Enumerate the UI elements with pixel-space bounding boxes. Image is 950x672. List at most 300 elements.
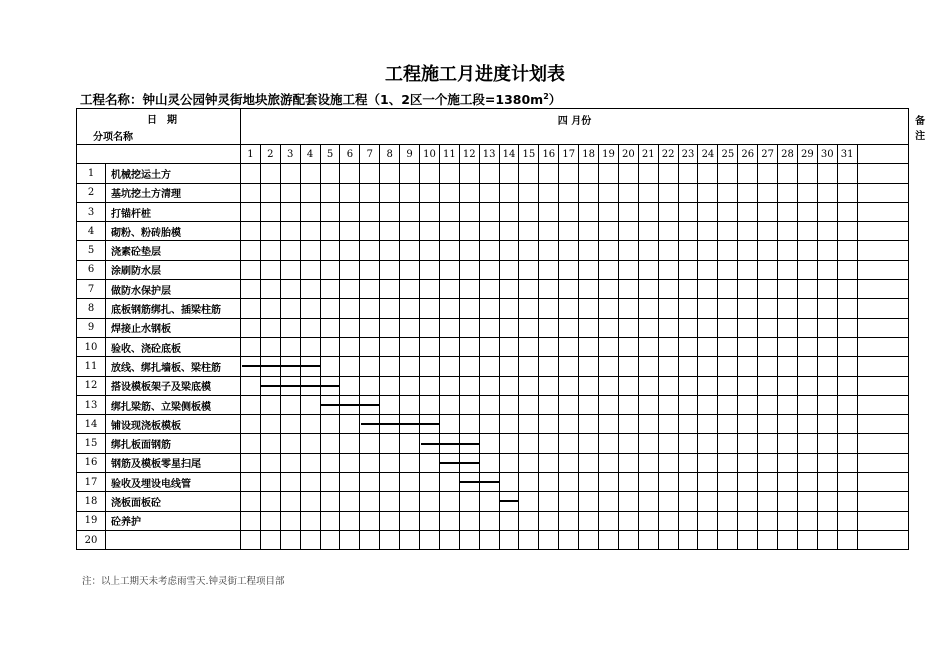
day-cell <box>738 337 758 356</box>
day-cell <box>380 357 400 376</box>
day-cell <box>698 511 718 530</box>
day-cell <box>559 492 579 511</box>
day-cell <box>360 337 380 356</box>
day-cell <box>479 415 499 434</box>
day-cell <box>718 453 738 472</box>
day-cell <box>817 395 837 414</box>
day-cell <box>738 280 758 299</box>
day-cell <box>758 492 778 511</box>
day-header: 2 <box>260 145 280 164</box>
day-cell <box>300 492 320 511</box>
day-cell <box>837 202 857 221</box>
day-cell <box>797 357 817 376</box>
day-cell <box>340 183 360 202</box>
day-cell <box>420 530 440 549</box>
day-cell <box>439 299 459 318</box>
task-name: 砌粉、粉砖胎模 <box>106 222 241 241</box>
day-cell <box>638 415 658 434</box>
day-cell <box>499 280 519 299</box>
day-cell <box>340 222 360 241</box>
day-cell <box>320 492 340 511</box>
day-cell <box>658 434 678 453</box>
day-cell <box>439 202 459 221</box>
row-number: 20 <box>77 530 106 549</box>
task-name: 基坑挖土方清理 <box>106 183 241 202</box>
day-cell <box>260 530 280 549</box>
day-cell <box>519 183 539 202</box>
day-cell <box>658 202 678 221</box>
day-cell <box>658 395 678 414</box>
day-cell <box>758 280 778 299</box>
day-cell <box>479 357 499 376</box>
day-cell <box>559 280 579 299</box>
day-cell <box>459 280 479 299</box>
day-cell <box>698 164 718 183</box>
day-cell <box>817 357 837 376</box>
day-cell <box>420 473 440 492</box>
day-cell <box>420 164 440 183</box>
day-cell <box>758 183 778 202</box>
day-cell <box>718 260 738 279</box>
day-cell <box>300 260 320 279</box>
remark-cell <box>857 145 908 164</box>
day-cell <box>300 511 320 530</box>
day-cell <box>499 337 519 356</box>
day-cell <box>778 453 798 472</box>
day-cell <box>599 434 619 453</box>
day-cell <box>638 434 658 453</box>
day-cell <box>260 164 280 183</box>
day-cell <box>837 473 857 492</box>
day-cell <box>439 222 459 241</box>
day-cell <box>360 318 380 337</box>
day-cell <box>439 260 459 279</box>
day-cell <box>599 395 619 414</box>
row-number: 1 <box>77 164 106 183</box>
day-cell <box>678 241 698 260</box>
day-cell <box>300 202 320 221</box>
day-cell <box>678 280 698 299</box>
table-row <box>77 511 909 530</box>
day-cell <box>499 511 519 530</box>
day-cell <box>300 222 320 241</box>
day-cell <box>400 395 420 414</box>
day-cell <box>738 415 758 434</box>
day-cell <box>837 318 857 337</box>
day-cell <box>400 164 420 183</box>
day-cell <box>738 492 758 511</box>
day-cell <box>519 453 539 472</box>
day-cell <box>340 280 360 299</box>
day-cell <box>300 453 320 472</box>
day-cell <box>837 415 857 434</box>
day-cell <box>241 299 261 318</box>
day-cell <box>320 415 340 434</box>
day-cell <box>519 434 539 453</box>
day-cell <box>758 415 778 434</box>
day-cell <box>380 492 400 511</box>
day-cell <box>579 337 599 356</box>
day-cell <box>618 395 638 414</box>
day-cell <box>778 357 798 376</box>
day-cell <box>618 260 638 279</box>
day-cell <box>718 434 738 453</box>
day-cell <box>519 357 539 376</box>
day-cell <box>559 395 579 414</box>
day-cell <box>718 241 738 260</box>
day-cell <box>300 164 320 183</box>
day-cell <box>837 260 857 279</box>
table-row <box>77 299 909 318</box>
day-cell <box>778 164 798 183</box>
day-cell <box>400 299 420 318</box>
row-number: 7 <box>77 280 106 299</box>
day-cell <box>718 376 738 395</box>
day-cell <box>559 357 579 376</box>
day-cell <box>658 241 678 260</box>
day-cell <box>420 260 440 279</box>
day-cell <box>241 202 261 221</box>
day-cell <box>479 511 499 530</box>
day-cell <box>300 434 320 453</box>
day-cell <box>678 511 698 530</box>
day-cell <box>459 202 479 221</box>
day-cell <box>698 492 718 511</box>
remark-cell <box>857 222 908 241</box>
day-cell <box>539 395 559 414</box>
day-cell <box>400 183 420 202</box>
remark-cell <box>857 473 908 492</box>
day-cell <box>340 492 360 511</box>
day-cell <box>499 318 519 337</box>
day-cell <box>280 202 300 221</box>
day-cell <box>241 530 261 549</box>
day-cell <box>738 453 758 472</box>
day-header: 16 <box>539 145 559 164</box>
day-cell <box>300 415 320 434</box>
day-cell <box>539 434 559 453</box>
day-cell <box>797 183 817 202</box>
day-cell <box>320 164 340 183</box>
day-cell <box>698 473 718 492</box>
day-cell <box>758 337 778 356</box>
day-cell <box>519 395 539 414</box>
remark-cell <box>857 511 908 530</box>
day-cell <box>539 299 559 318</box>
gantt-bar <box>500 500 519 502</box>
day-cell <box>380 299 400 318</box>
day-cell <box>559 318 579 337</box>
day-cell <box>300 241 320 260</box>
day-cell <box>599 357 619 376</box>
day-cell <box>499 260 519 279</box>
gantt-bar <box>460 481 499 483</box>
day-cell <box>360 492 380 511</box>
day-cell <box>439 492 459 511</box>
day-cell <box>837 453 857 472</box>
day-cell <box>380 434 400 453</box>
day-cell <box>599 337 619 356</box>
day-cell <box>837 376 857 395</box>
day-cell <box>459 511 479 530</box>
day-cell <box>340 415 360 434</box>
day-cell <box>380 395 400 414</box>
day-cell <box>778 222 798 241</box>
day-cell <box>479 337 499 356</box>
day-cell <box>241 318 261 337</box>
day-cell <box>479 318 499 337</box>
day-cell <box>459 415 479 434</box>
day-cell <box>241 434 261 453</box>
day-cell <box>797 395 817 414</box>
day-cell <box>539 473 559 492</box>
day-cell <box>499 357 519 376</box>
day-cell <box>837 299 857 318</box>
day-cell <box>539 453 559 472</box>
day-cell <box>618 434 638 453</box>
day-cell <box>718 415 738 434</box>
day-cell <box>459 376 479 395</box>
day-cell <box>778 395 798 414</box>
day-cell <box>539 280 559 299</box>
task-name: 做防水保护层 <box>106 280 241 299</box>
day-cell <box>340 473 360 492</box>
row-number: 6 <box>77 260 106 279</box>
day-cell <box>499 299 519 318</box>
day-cell <box>519 241 539 260</box>
day-cell <box>420 395 440 414</box>
day-cell <box>698 280 718 299</box>
task-name: 焊接止水钢板 <box>106 318 241 337</box>
day-cell <box>817 202 837 221</box>
day-cell <box>241 415 261 434</box>
task-name: 铺设现浇板模板 <box>106 415 241 434</box>
day-cell <box>698 318 718 337</box>
day-cell <box>658 357 678 376</box>
day-cell <box>758 395 778 414</box>
day-cell <box>778 511 798 530</box>
row-number: 11 <box>77 357 106 376</box>
day-cell <box>817 222 837 241</box>
day-cell <box>579 530 599 549</box>
table-row <box>77 492 909 511</box>
day-header: 12 <box>459 145 479 164</box>
day-cell <box>400 280 420 299</box>
day-cell <box>698 453 718 472</box>
day-cell <box>420 492 440 511</box>
remark-cell <box>857 202 908 221</box>
day-cell <box>678 473 698 492</box>
row-number: 19 <box>77 511 106 530</box>
task-name: 浇素砼垫层 <box>106 241 241 260</box>
task-name: 搭设模板架子及梁底模 <box>106 376 241 395</box>
day-cell <box>360 241 380 260</box>
day-cell <box>559 434 579 453</box>
day-cell <box>638 164 658 183</box>
day-cell <box>380 473 400 492</box>
day-cell <box>559 511 579 530</box>
day-cell <box>539 183 559 202</box>
day-cell <box>698 337 718 356</box>
day-cell <box>459 530 479 549</box>
day-cell <box>479 453 499 472</box>
day-cell <box>758 260 778 279</box>
table-row <box>77 337 909 356</box>
day-cell <box>400 453 420 472</box>
day-cell <box>439 530 459 549</box>
day-cell <box>439 337 459 356</box>
day-cell <box>738 511 758 530</box>
day-cell <box>618 164 638 183</box>
day-cell <box>638 492 658 511</box>
day-cell <box>618 318 638 337</box>
day-cell <box>638 202 658 221</box>
day-cell <box>698 357 718 376</box>
remark-cell <box>857 299 908 318</box>
day-cell <box>579 415 599 434</box>
schedule-table <box>76 108 926 550</box>
day-cell <box>459 357 479 376</box>
day-cell <box>579 183 599 202</box>
day-cell <box>638 241 658 260</box>
day-cell <box>738 164 758 183</box>
day-cell <box>320 260 340 279</box>
day-cell <box>797 415 817 434</box>
remark-cell <box>857 434 908 453</box>
day-cell <box>340 376 360 395</box>
task-name: 打锚杆桩 <box>106 202 241 221</box>
day-cell <box>599 241 619 260</box>
day-cell <box>559 222 579 241</box>
day-cell <box>380 318 400 337</box>
day-cell <box>718 318 738 337</box>
day-cell <box>499 473 519 492</box>
day-cell <box>499 434 519 453</box>
day-cell <box>758 376 778 395</box>
day-cell <box>658 164 678 183</box>
day-cell <box>797 241 817 260</box>
day-cell <box>439 183 459 202</box>
row-number: 8 <box>77 299 106 318</box>
day-cell <box>380 202 400 221</box>
day-cell <box>499 183 519 202</box>
day-cell <box>420 376 440 395</box>
day-cell <box>797 434 817 453</box>
day-cell <box>718 202 738 221</box>
day-cell <box>400 511 420 530</box>
day-cell <box>380 280 400 299</box>
table-row <box>77 434 909 453</box>
day-cell <box>599 183 619 202</box>
day-cell <box>260 492 280 511</box>
day-cell <box>778 530 798 549</box>
day-cell <box>698 434 718 453</box>
day-cell <box>519 337 539 356</box>
day-cell <box>837 183 857 202</box>
day-cell <box>519 202 539 221</box>
task-name: 放线、绑扎墙板、梁柱筋 <box>106 357 241 376</box>
day-cell <box>539 337 559 356</box>
day-cell <box>837 530 857 549</box>
day-cell <box>439 280 459 299</box>
day-cell <box>618 473 638 492</box>
day-cell <box>260 202 280 221</box>
day-header: 19 <box>599 145 619 164</box>
day-cell <box>817 434 837 453</box>
day-cell <box>658 222 678 241</box>
day-cell <box>459 260 479 279</box>
day-cell <box>539 222 559 241</box>
day-cell <box>519 164 539 183</box>
gantt-bar <box>261 385 340 387</box>
day-cell <box>778 318 798 337</box>
day-cell <box>479 280 499 299</box>
day-cell <box>280 473 300 492</box>
day-cell <box>420 222 440 241</box>
day-cell <box>778 492 798 511</box>
day-cell <box>658 318 678 337</box>
day-cell <box>300 473 320 492</box>
row-number: 17 <box>77 473 106 492</box>
task-name: 涂刷防水层 <box>106 260 241 279</box>
day-cell <box>599 202 619 221</box>
table-row <box>77 395 909 414</box>
day-cell <box>499 453 519 472</box>
day-cell <box>479 241 499 260</box>
task-name: 砼养护 <box>106 511 241 530</box>
remark-cell <box>857 280 908 299</box>
table-row <box>77 183 909 202</box>
day-cell <box>439 376 459 395</box>
day-cell <box>320 434 340 453</box>
day-cell <box>698 376 718 395</box>
day-cell <box>439 415 459 434</box>
day-cell <box>439 511 459 530</box>
day-cell <box>678 357 698 376</box>
day-cell <box>519 260 539 279</box>
day-header: 30 <box>817 145 837 164</box>
day-cell <box>539 530 559 549</box>
day-cell <box>579 453 599 472</box>
remark-cell <box>857 415 908 434</box>
day-cell <box>280 453 300 472</box>
day-cell <box>320 183 340 202</box>
day-cell <box>559 164 579 183</box>
day-cell <box>579 299 599 318</box>
day-header: 10 <box>420 145 440 164</box>
day-cell <box>519 376 539 395</box>
day-cell <box>579 434 599 453</box>
day-cell <box>320 453 340 472</box>
day-cell <box>280 280 300 299</box>
day-cell <box>420 299 440 318</box>
header-row: 日 期 分项名称 四 月份 备 注 <box>77 109 909 145</box>
day-cell <box>260 222 280 241</box>
day-cell <box>519 318 539 337</box>
remark-cell <box>857 318 908 337</box>
day-cell <box>638 337 658 356</box>
day-cell <box>360 183 380 202</box>
day-cell <box>519 511 539 530</box>
day-cell <box>778 241 798 260</box>
day-cell <box>539 202 559 221</box>
day-header: 5 <box>320 145 340 164</box>
day-cell <box>579 357 599 376</box>
day-cell <box>320 357 340 376</box>
table-row <box>77 222 909 241</box>
blank-cell <box>77 145 241 164</box>
day-header: 20 <box>618 145 638 164</box>
